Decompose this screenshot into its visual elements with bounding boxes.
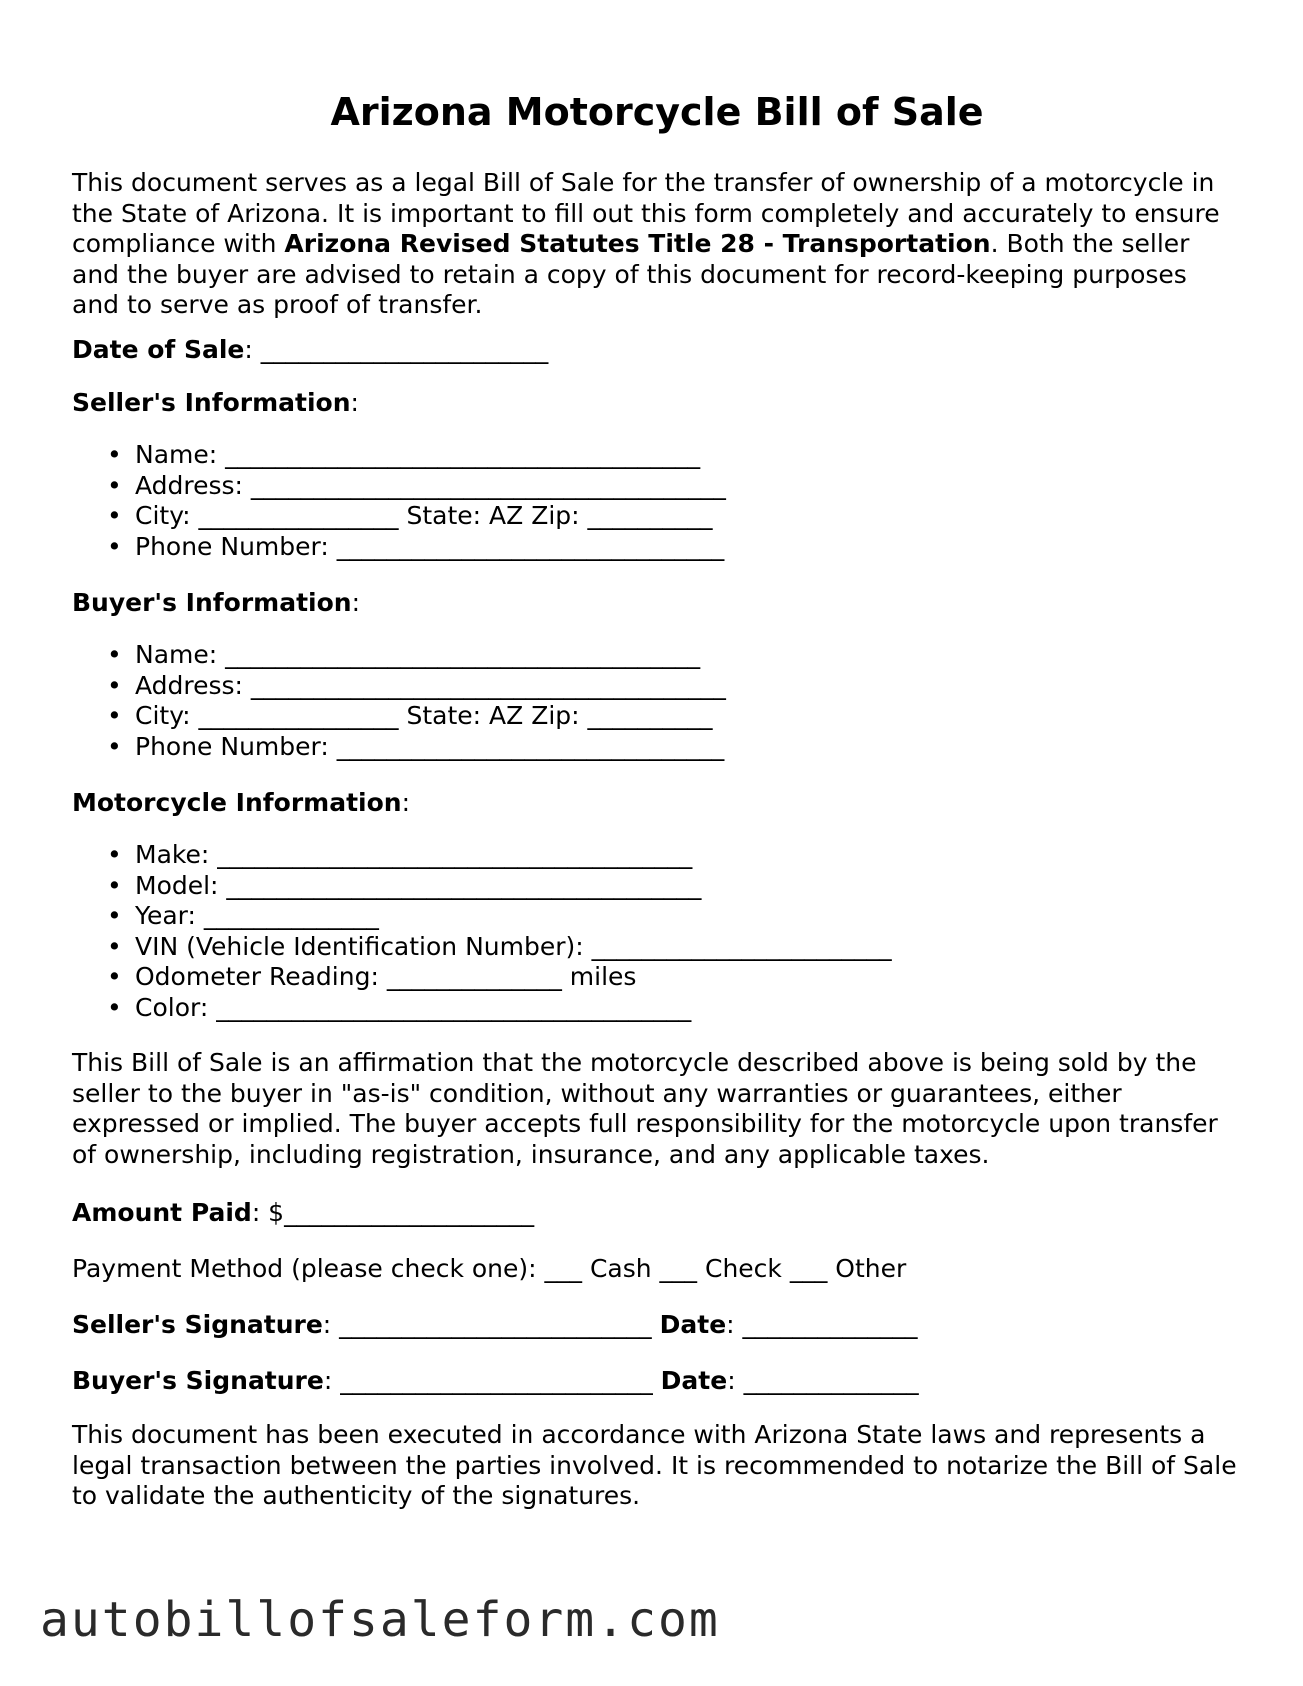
motorcycle-model-field: • Model: ______________________________________ [72,871,892,902]
seller-info-heading: Seller's Information: [72,388,359,417]
seller-phone-field: • Phone Number: _______________________________ [72,532,726,563]
buyer-date-label: Date [660,1366,728,1395]
seller-fields-list [72,440,726,562]
buyer-city-state-zip-field: • City: ________________ State: AZ Zip: __________ [72,701,726,732]
motorcycle-year-field: • Year: ______________ [72,901,892,932]
motorcycle-info-heading: Motorcycle Information: [72,788,411,817]
seller-signature-line: Seller's Signature: _________________________ Date: ______________ [72,1310,918,1339]
amount-paid-blank: : $____________________ [251,1198,535,1227]
payment-method-line: Payment Method (please check one): ___ Cash ___ Check ___ Other [72,1254,907,1283]
buyer-name-field: • Name: ______________________________________ [72,640,726,671]
seller-address-field: • Address: ______________________________________ [72,471,726,502]
buyer-fields-list [72,640,726,762]
page-title: Arizona Motorcycle Bill of Sale [330,90,984,134]
buyer-signature-label: Buyer's Signature [72,1366,324,1395]
date-of-sale-line [72,335,548,365]
date-of-sale-label: Date of Sale [72,335,245,364]
amount-paid-label: Amount Paid [72,1198,252,1227]
motorcycle-vin-field: • VIN (Vehicle Identification Number): ________________________ [72,932,892,963]
intro-text-after: . Both the seller and the buyer are advised to retain a copy of this document for record-keeping purposes and to serve as proof of transfer. [72,229,1190,319]
motorcycle-color-field: • Color: ______________________________________ [72,993,892,1024]
buyer-phone-field: • Phone Number: _______________________________ [72,732,726,763]
motorcycle-fields-list [72,840,892,1023]
intro-paragraph [72,168,1237,321]
motorcycle-make-field: • Make: ______________________________________ [72,840,892,871]
amount-paid-line [72,1198,534,1228]
seller-city-state-zip-field: • City: ________________ State: AZ Zip: __________ [72,501,726,532]
as-is-affirmation-paragraph: This Bill of Sale is an affirmation that the motorcycle described above is being sold by the seller to the buyer in "as-is" condition, without any warranties or guarantees, either expressed or implied. The buyer accepts full responsibility for the motorcycle upon transfer of ownership, including registration, insurance, and any applicable taxes. [72,1048,1218,1169]
buyer-info-heading: Buyer's Information: [72,588,361,617]
buyer-address-field: • Address: ______________________________________ [72,671,726,702]
seller-name-field: • Name: ______________________________________ [72,440,726,471]
seller-date-label: Date [659,1310,727,1339]
statute-reference: Arizona Revised Statutes Title 28 - Transportation [284,229,991,258]
site-watermark: autobillofsaleform.com [40,1592,720,1648]
seller-signature-label: Seller's Signature [72,1310,323,1339]
buyer-signature-line: Buyer's Signature: _________________________ Date: ______________ [72,1366,919,1395]
date-of-sale-blank: : _______________________ [244,335,549,364]
motorcycle-odometer-field: • Odometer Reading: ______________ miles [72,962,892,993]
closing-paragraph: This document has been executed in accordance with Arizona State laws and represents a legal transaction between the parties involved. It is recommended to notarize the Bill of Sale to validate the authenticity of the signatures. [72,1420,1237,1510]
intro-text-before: This document serves as a legal Bill of Sale for the transfer of ownership of a motorcycle in the State of Arizona. It is important to fill out this form completely and accurately to ensure compliance with [72,168,1220,258]
